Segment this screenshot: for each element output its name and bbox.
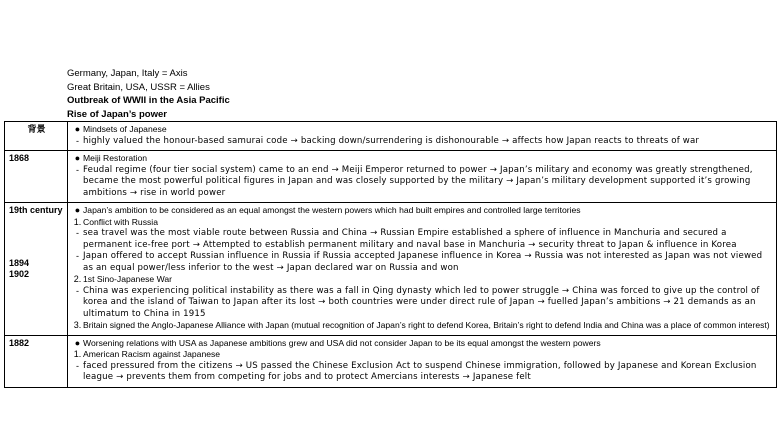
dash-marker: -	[76, 251, 79, 261]
note-line	[72, 361, 773, 384]
intro-block	[67, 67, 230, 121]
table-row	[5, 151, 777, 203]
list-number: 3.	[73, 320, 82, 330]
note-line	[72, 124, 773, 136]
date-label: 背景	[27, 124, 46, 134]
note-line	[72, 153, 773, 165]
note-text: Mindsets of Japanese	[83, 124, 167, 134]
date-spacer	[9, 216, 64, 258]
dash-marker: -	[76, 135, 79, 146]
note-text: highly valued the honour-based samurai code → backing down/surrendering is dishonourable → affects how Japan reacts to threats of war	[83, 135, 700, 146]
bullet-icon: ●	[74, 337, 81, 348]
date-cell	[5, 151, 68, 203]
date-cell	[5, 335, 68, 387]
date-label: 1868	[9, 153, 30, 163]
date-label: 19th century	[9, 205, 63, 215]
list-number: 1.	[73, 349, 82, 359]
note-text: Worsening relations with USA as Japanese ambitions grew and USA did not consider Japan to be its equal amongst the western powers	[83, 337, 601, 348]
note-line	[72, 338, 773, 350]
axis-line: Germany, Japan, Italy = Axis	[67, 68, 188, 79]
content-cell	[68, 203, 777, 336]
bullet-icon: ●	[74, 205, 81, 215]
table-row	[5, 203, 777, 336]
list-number: 1.	[73, 216, 82, 227]
note-text: Meiji Restoration	[83, 153, 147, 163]
date-cell	[5, 203, 68, 336]
note-text: Japan’s ambition to be considered as an equal amongst the western powers which had built empires and controlled large territories	[83, 205, 581, 215]
table-row	[5, 335, 777, 387]
note-text: 1st Sino-Japanese War	[83, 274, 173, 284]
table-row	[5, 122, 777, 151]
note-line	[72, 274, 773, 286]
note-text: Feudal regime (four tier social system) came to an end → Meiji Emperor returned to power → Japan’s military and economy was greatly strengthened, became the most powerful political figures in Japan and was closely supported by the military → Japan’s military development supported it’s growing ambitions → rise in world power	[83, 164, 753, 198]
notes-table	[4, 121, 777, 388]
content-cell	[68, 151, 777, 203]
note-text: Japan offered to accept Russian influence in Russia if Russia accepted Japanese influence in Korea → Russia was not interested as Japan was not viewed as an equal power/less inferior to the west → Japan declared war on Russia and won	[83, 251, 763, 273]
note-line	[72, 251, 773, 274]
section-heading: Outbreak of WWII in the Asia Pacific	[67, 95, 230, 106]
note-line	[72, 136, 773, 148]
note-line	[72, 228, 773, 251]
bullet-icon: ●	[74, 124, 81, 134]
note-text: faced pressured from the citizens → US passed the Chinese Exclusion Act to suspend Chinese immigration, followed by Japanese and Korean Exclusion league → prevents them from competing for jobs and to protect Amercians interests → Japanese felt	[83, 360, 757, 382]
bullet-icon: ●	[74, 153, 81, 163]
content-cell	[68, 122, 777, 151]
note-line	[72, 320, 773, 332]
dash-marker: -	[76, 164, 79, 175]
dash-marker: -	[76, 228, 79, 238]
dash-marker: -	[76, 285, 79, 296]
note-line	[72, 217, 773, 229]
note-line	[72, 286, 773, 321]
subsection-heading: Rise of Japan’s power	[67, 108, 167, 120]
note-line	[72, 205, 773, 217]
date-label: 1882	[9, 337, 30, 348]
list-number: 2.	[73, 274, 82, 284]
note-text: Conflict with Russia	[83, 216, 158, 227]
allies-line: Great Britain, USA, USSR = Allies	[67, 81, 210, 93]
note-text: sea travel was the most viable route between Russia and China → Russian Empire established a sphere of influence in Manchuria and secured a permanent ice-free port → Attempted to establish permanent military and naval base in Manchuria → security threat to Japan & influence in Korea	[83, 228, 737, 250]
date-label: 1894	[9, 258, 30, 268]
note-line	[72, 349, 773, 361]
note-text: China was experiencing political instability as there was a fall in Qing dynasty which led to power struggle → China was forced to give up the control of korea and the island of Taiwan to Japan after its lost → both countries were under direct rule of Japan → fuelled Japan’s ambitions → 21 demands as an ultimatum to China in 1915	[83, 285, 760, 319]
date-cell	[5, 122, 68, 151]
dash-marker: -	[76, 360, 79, 371]
note-line	[72, 165, 773, 200]
note-text: Britain signed the Anglo-Japanese Alliance with Japan (mutual recognition of Japan’s right to defend Korea, Britain’s right to defend India and China was a place of common interest)	[83, 320, 770, 330]
date-label: 1902	[9, 269, 30, 279]
note-text: American Racism against Japanese	[83, 349, 221, 359]
content-cell	[68, 335, 777, 387]
